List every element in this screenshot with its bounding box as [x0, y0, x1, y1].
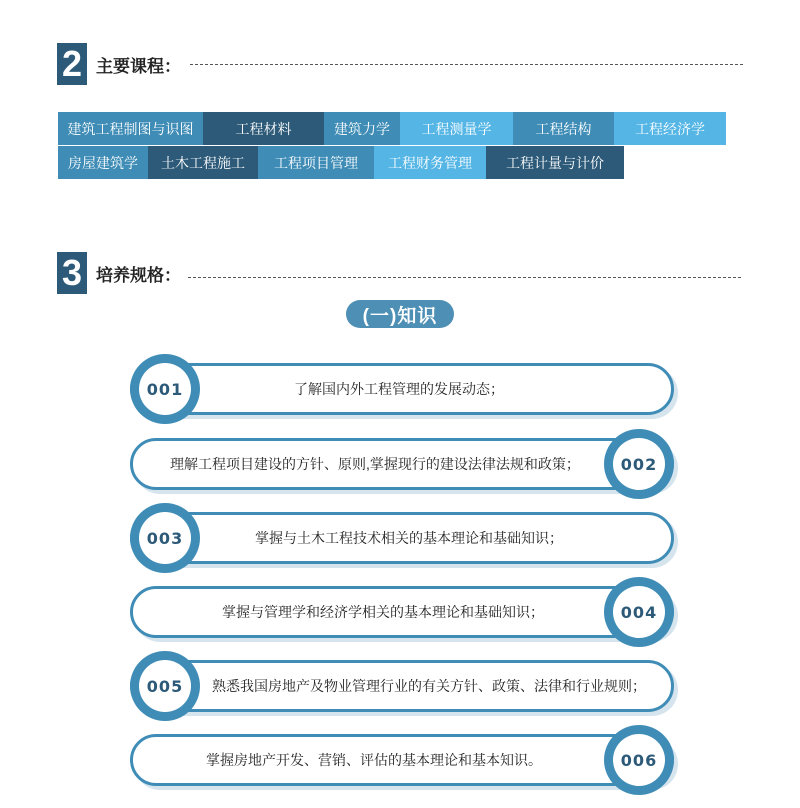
item-number: 003 — [139, 512, 191, 564]
course-tag: 建筑工程制图与识图 — [58, 112, 203, 145]
knowledge-item — [130, 651, 674, 721]
knowledge-item — [130, 577, 674, 647]
course-tag: 工程计量与计价 — [486, 146, 624, 179]
item-text: 熟悉我国房地产及物业管理行业的有关方针、政策、法律和行业规则； — [212, 678, 646, 694]
item-text: 掌握与管理学和经济学相关的基本理论和基础知识； — [222, 604, 544, 620]
course-tag: 工程结构 — [513, 112, 614, 145]
course-tag: 土木工程施工 — [148, 146, 258, 179]
spec-dotted-divider — [188, 277, 741, 278]
course-tag: 工程测量学 — [400, 112, 513, 145]
knowledge-item — [130, 354, 674, 424]
knowledge-item — [130, 725, 674, 795]
item-text: 理解工程项目建设的方针、原则,掌握现行的建设法律法规和政策； — [170, 456, 580, 472]
spec-header — [57, 252, 181, 294]
knowledge-item — [130, 429, 674, 499]
knowledge-item — [130, 503, 674, 573]
item-number-badge — [130, 651, 200, 721]
item-number-badge — [604, 429, 674, 499]
item-number: 002 — [613, 438, 665, 490]
course-tag: 工程财务管理 — [374, 146, 486, 179]
item-number-badge — [130, 503, 200, 573]
item-number-badge — [604, 577, 674, 647]
courses-section-title: 主要课程： — [96, 56, 181, 76]
item-number-badge — [604, 725, 674, 795]
courses-dotted-divider — [190, 64, 743, 65]
course-tag: 工程经济学 — [614, 112, 726, 145]
courses-section-number: 2 — [57, 43, 87, 85]
item-number: 001 — [139, 363, 191, 415]
course-tag: 建筑力学 — [324, 112, 400, 145]
course-tags — [58, 112, 726, 179]
courses-header — [57, 43, 181, 85]
course-tag-row-1 — [58, 112, 726, 145]
spec-section-title: 培养规格： — [96, 265, 181, 285]
course-tag: 工程项目管理 — [258, 146, 374, 179]
course-tag: 工程材料 — [203, 112, 324, 145]
item-number: 004 — [613, 586, 665, 638]
item-text: 掌握与土木工程技术相关的基本理论和基础知识； — [255, 530, 563, 546]
item-number: 006 — [613, 734, 665, 786]
course-tag-row-2 — [58, 146, 726, 179]
spec-section-number: 3 — [57, 252, 87, 294]
knowledge-subtitle: (一)知识 — [346, 300, 454, 328]
item-text: 掌握房地产开发、营销、评估的基本理论和基本知识。 — [206, 752, 542, 768]
item-number-badge — [130, 354, 200, 424]
item-text: 了解国内外工程管理的发展动态； — [294, 381, 504, 397]
item-number: 005 — [139, 660, 191, 712]
course-tag: 房屋建筑学 — [58, 146, 148, 179]
